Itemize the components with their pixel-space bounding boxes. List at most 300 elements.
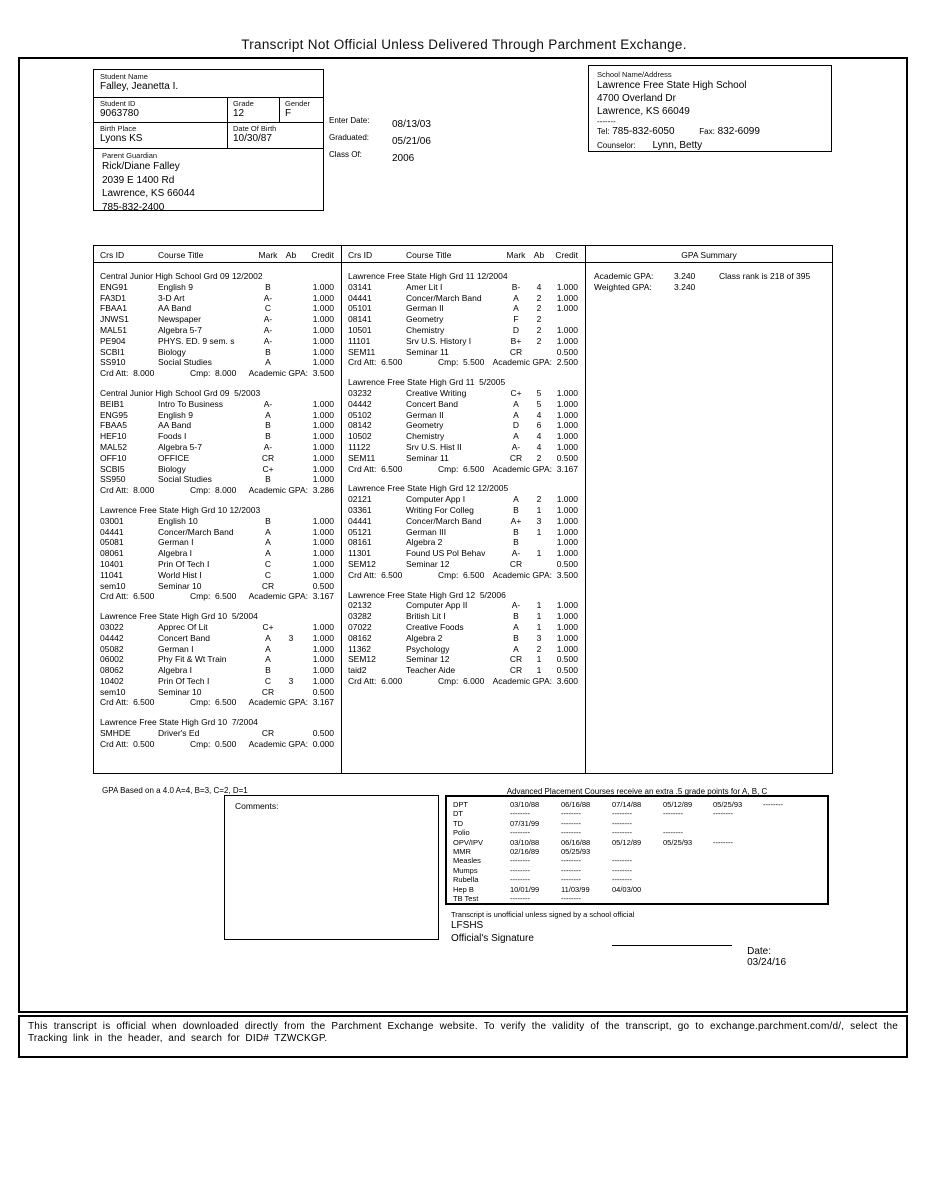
signature-line (612, 932, 732, 946)
credits-attempted: Crd Att: 8.000 (100, 485, 155, 496)
course-id: 10502 (348, 431, 372, 442)
course-credit: 1.000 (556, 441, 578, 452)
course-row (100, 314, 334, 325)
course-title: Seminar 10 (158, 686, 202, 697)
immunization-date (763, 875, 827, 884)
gender-cell (280, 98, 323, 122)
school-name: Lawrence Free State High School (597, 80, 747, 91)
course-absences (282, 325, 300, 336)
immunization-date: -------- (510, 809, 530, 819)
enrollment-label: Class Of: (329, 150, 362, 159)
credits-attempted: Crd Att: 0.500 (100, 738, 155, 749)
course-absences (282, 464, 300, 475)
course-title: Seminar 11 (406, 346, 449, 357)
course-mark: CR (509, 665, 523, 676)
course-row (348, 516, 578, 527)
course-title: Algebra 2 (406, 632, 443, 643)
course-id: 11301 (348, 548, 372, 559)
student-name-value: Falley, Jeanetta I. (100, 81, 179, 92)
course-id: 03001 (100, 515, 124, 526)
section-header: Lawrence Free State High Grd 10 7/2004 (100, 717, 258, 728)
immunization-date: 05/12/89 (612, 837, 642, 847)
course-id: 02121 (348, 494, 372, 505)
course-credit: 1.000 (312, 431, 334, 442)
section-header: Lawrence Free State High Grd 12 5/2006 (348, 589, 506, 600)
course-id: 05081 (100, 537, 124, 548)
immunization-date: -------- (612, 828, 632, 838)
dob-value: 10/30/87 (233, 133, 272, 144)
enrollment-row (329, 114, 459, 131)
course-title: PHYS. ED. 9 sem. s (158, 335, 235, 346)
course-credit: 1.000 (556, 504, 578, 515)
course-section (100, 611, 334, 708)
course-absences: 1 (536, 526, 542, 537)
course-absences (530, 559, 548, 570)
course-absences (282, 687, 300, 698)
course-row (100, 453, 334, 464)
course-mark: A (513, 431, 519, 442)
course-id: 10401 (100, 558, 124, 569)
course-absences (282, 622, 300, 633)
immunization-date (663, 847, 713, 856)
school-info-box (588, 65, 832, 152)
credits-attempted: Crd Att: 6.500 (100, 591, 155, 602)
date-label: Date: (747, 946, 772, 957)
course-credit: 1.000 (312, 537, 334, 548)
course-credit: 0.500 (556, 654, 578, 665)
course-row (348, 654, 578, 665)
course-mark: B (265, 420, 271, 431)
header-course-title: Course Title (158, 250, 204, 260)
course-row (100, 431, 334, 442)
course-title: Amer Lit I (406, 281, 443, 292)
course-id: FA3D1 (100, 292, 126, 303)
immunization-date: -------- (713, 809, 733, 819)
course-mark: A- (263, 314, 273, 325)
official-footer-text: This transcript is official when downloaded directly from the Parchment Exchange website. To verify the validity of the transcript, go to exchange.parchment.com/d/, select the Tracking link in the header, and search for DID# TZWCKGP. (28, 1021, 898, 1044)
student-id-row (94, 98, 323, 123)
course-id: SCBI5 (100, 463, 125, 474)
course-title: Driver's Ed (158, 728, 200, 739)
course-title: Concer/March Band (406, 515, 482, 526)
section-totals (348, 357, 578, 368)
school-dashes: ------- (597, 117, 616, 126)
course-credit: 1.000 (556, 515, 578, 526)
course-credit: 1.000 (312, 303, 334, 314)
course-row (100, 516, 334, 527)
course-mark: A (265, 357, 271, 368)
course-credit: 1.000 (556, 643, 578, 654)
course-absences (282, 282, 300, 293)
credits-attempted: Crd Att: 6.500 (100, 697, 155, 708)
course-row (100, 687, 334, 698)
course-credit: 0.500 (312, 580, 334, 591)
course-id: SEM12 (348, 558, 376, 569)
course-absences (282, 559, 300, 570)
immunization-date: -------- (510, 894, 530, 904)
course-title: Algebra I (158, 548, 193, 559)
unofficial-note: Transcript is unofficial unless signed by a school official (451, 910, 635, 919)
school-address-label: School Name/Address (597, 70, 672, 79)
course-absences: 1 (536, 654, 542, 665)
course-credit: 1.000 (556, 420, 578, 431)
grade-label: Grade (233, 99, 254, 108)
course-absences (282, 654, 300, 665)
course-row (100, 347, 334, 358)
immunization-date: 06/16/88 (561, 800, 591, 809)
academic-gpa-label: Academic GPA: (594, 271, 654, 281)
course-row (100, 357, 334, 368)
course-title: AA Band (158, 420, 192, 431)
course-title: English 9 (158, 409, 193, 420)
course-title: Algebra 2 (406, 537, 443, 548)
course-mark: B+ (510, 335, 522, 346)
header-ab: Ab (533, 250, 545, 260)
course-title: German I (158, 537, 194, 548)
course-row (100, 622, 334, 633)
course-absences (282, 303, 300, 314)
course-mark: B (513, 537, 519, 548)
immunization-date: -------- (510, 828, 530, 838)
transcript-column-left (94, 246, 342, 773)
credits-completed: Cmp: 6.000 (438, 675, 485, 686)
course-title: AA Band (158, 303, 192, 314)
section-totals (100, 739, 334, 750)
section-academic-gpa: Academic GPA: 3.167 (492, 463, 578, 474)
course-title: Computer App I (406, 494, 466, 505)
course-mark: B- (511, 281, 521, 292)
course-section (100, 717, 334, 749)
gender-label: Gender (285, 99, 311, 108)
fax-value: 832-6099 (717, 126, 760, 137)
immunization-name: Measles (453, 856, 481, 866)
course-title: Biology (158, 346, 186, 357)
course-title: Seminar 12 (406, 654, 450, 665)
course-title: Teacher Aide (406, 665, 456, 676)
course-absences (282, 527, 300, 538)
course-id: SCBI1 (100, 346, 125, 357)
course-credit: 1.000 (556, 335, 578, 346)
section-academic-gpa: Academic GPA: 3.167 (248, 697, 334, 708)
course-credit: 1.000 (556, 324, 578, 335)
course-row (348, 303, 578, 314)
course-title: German II (406, 303, 444, 314)
guardian-lines (102, 160, 323, 214)
tel-label: Tel: (597, 127, 610, 136)
course-id: 05102 (348, 409, 372, 420)
course-section (348, 590, 578, 687)
immunization-name: MMR (453, 847, 471, 857)
course-id: 05101 (348, 303, 372, 314)
course-mark: A (265, 548, 271, 559)
immunization-date (713, 819, 763, 828)
course-mark: B (265, 281, 271, 292)
credits-completed: Cmp: 6.500 (438, 463, 485, 474)
course-row (348, 494, 578, 505)
immunization-date (763, 894, 827, 903)
course-credit: 1.000 (556, 387, 578, 398)
course-mark: A- (511, 548, 521, 559)
course-id: sem10 (100, 686, 126, 697)
course-mark: A+ (510, 515, 522, 526)
course-title: Seminar 10 (158, 580, 202, 591)
course-title: English 10 (158, 515, 198, 526)
course-title: Creative Foods (406, 621, 464, 632)
immunization-date (713, 866, 763, 875)
credits-attempted: Crd Att: 6.500 (348, 357, 403, 368)
section-header: Lawrence Free State High Grd 10 5/2004 (100, 611, 258, 622)
immunization-date (713, 894, 763, 903)
course-title: Social Studies (158, 357, 212, 368)
enrollment-dates (329, 114, 459, 165)
course-credit: 1.000 (312, 675, 334, 686)
course-row (348, 314, 578, 325)
immunization-date (663, 894, 713, 903)
immunization-date: 11/03/99 (561, 884, 590, 894)
course-row (348, 399, 578, 410)
course-mark: A (265, 537, 271, 548)
course-credit: 1.000 (556, 526, 578, 537)
course-title: Apprec Of Lit (158, 621, 208, 632)
section-academic-gpa: Academic GPA: 3.500 (492, 569, 578, 580)
course-id: SEM11 (348, 452, 376, 463)
course-row (100, 676, 334, 687)
birth-place-label: Birth Place (100, 124, 137, 133)
column-header-row (94, 246, 341, 263)
student-info-box (93, 69, 324, 211)
grade-cell (228, 98, 280, 122)
credits-attempted: Crd Att: 6.500 (348, 463, 403, 474)
course-title: Prin Of Tech I (158, 675, 210, 686)
section-totals (348, 464, 578, 475)
course-credit: 1.000 (312, 526, 334, 537)
course-title: Srv U.S. History I (406, 335, 472, 346)
course-mark: A- (263, 398, 273, 409)
course-mark: A- (511, 600, 521, 611)
course-mark: A (513, 398, 519, 409)
course-credit: 0.500 (312, 686, 334, 697)
immunization-row (453, 828, 827, 837)
course-absences: 6 (536, 420, 542, 431)
immunization-date (763, 819, 827, 828)
course-title: Chemistry (406, 431, 445, 442)
section-totals (100, 368, 334, 379)
course-title: Geometry (406, 314, 444, 325)
course-row (100, 303, 334, 314)
course-credit: 1.000 (312, 452, 334, 463)
guardian-line: 785-832-2400 (102, 201, 165, 213)
course-credit: 0.500 (556, 452, 578, 463)
section-academic-gpa: Academic GPA: 3.600 (492, 675, 578, 686)
course-credit: 1.000 (312, 665, 334, 676)
course-id: 03022 (100, 621, 124, 632)
immunization-date: 03/10/88 (510, 800, 540, 809)
course-credit: 1.000 (556, 600, 578, 611)
course-row (348, 611, 578, 622)
course-row (348, 505, 578, 516)
course-id: ENG91 (100, 281, 128, 292)
course-title: 3-D Art (158, 292, 185, 303)
course-id: 04442 (348, 398, 372, 409)
immunization-date (763, 885, 827, 894)
course-section (348, 483, 578, 580)
course-credit: 1.000 (312, 357, 334, 368)
header-ab: Ab (285, 250, 297, 260)
immunization-table (445, 795, 829, 905)
course-row (100, 570, 334, 581)
course-section (348, 271, 578, 368)
course-id: SMHDE (100, 728, 131, 739)
course-absences: 2 (536, 643, 542, 654)
course-mark: CR (261, 728, 275, 739)
immunization-date: 05/25/93 (561, 847, 591, 857)
credits-attempted: Crd Att: 6.500 (348, 569, 403, 580)
course-credit: 1.000 (556, 398, 578, 409)
course-absences: 3 (536, 632, 542, 643)
immunization-date: -------- (510, 865, 530, 875)
student-id-value: 9063780 (100, 108, 139, 119)
fax-label: Fax: (699, 127, 715, 136)
course-absences: 2 (536, 324, 542, 335)
course-mark: C (264, 558, 272, 569)
immunization-date: -------- (612, 865, 632, 875)
course-credit: 1.000 (556, 537, 578, 548)
course-credit: 1.000 (312, 515, 334, 526)
course-id: 08061 (100, 548, 124, 559)
course-absences (282, 537, 300, 548)
course-absences: 4 (536, 281, 542, 292)
course-row (100, 527, 334, 538)
course-row (100, 654, 334, 665)
course-credit: 1.000 (312, 346, 334, 357)
course-title: Creative Writing (406, 387, 467, 398)
course-credit (548, 314, 578, 325)
course-id: 11101 (348, 335, 371, 346)
course-credit: 1.000 (312, 654, 334, 665)
gpa-summary-header: GPA Summary (586, 246, 832, 263)
header-crs-id: Crs ID (348, 250, 373, 260)
enrollment-value: 2006 (392, 153, 415, 164)
course-id: PE904 (100, 335, 126, 346)
course-id: MAL52 (100, 441, 127, 452)
section-academic-gpa: Academic GPA: 0.000 (248, 738, 334, 749)
immunization-date: -------- (713, 837, 733, 847)
course-id: 06002 (100, 654, 124, 665)
section-academic-gpa: Academic GPA: 3.286 (248, 485, 334, 496)
course-row (348, 388, 578, 399)
course-id: SEM11 (348, 346, 376, 357)
course-id: BEIB1 (100, 398, 125, 409)
course-mark: A (265, 409, 271, 420)
course-id: 10501 (348, 324, 372, 335)
course-mark: F (513, 314, 519, 325)
gpa-summary-body (586, 263, 832, 293)
course-absences (530, 537, 548, 548)
immunization-name: Rubella (453, 875, 479, 885)
immunization-date (713, 875, 763, 884)
course-id: 08141 (348, 314, 372, 325)
section-header: Central Junior High School Grd 09 5/2003 (100, 387, 261, 398)
course-row (348, 537, 578, 548)
course-absences: 2 (536, 314, 542, 325)
weighted-gpa-value: 3.240 (674, 282, 696, 292)
course-mark: A- (263, 441, 273, 452)
course-credit: 1.000 (312, 558, 334, 569)
section-totals (100, 591, 334, 602)
course-id: OFF10 (100, 452, 127, 463)
immunization-date (612, 894, 663, 903)
immunization-date: -------- (561, 809, 581, 819)
immunization-date: -------- (612, 856, 632, 866)
section-academic-gpa: Academic GPA: 2.500 (492, 357, 578, 368)
credits-completed: Cmp: 6.500 (438, 569, 485, 580)
course-row (100, 399, 334, 410)
course-row (348, 600, 578, 611)
course-absences: 2 (536, 452, 542, 463)
section-header: Lawrence Free State High Grd 11 12/2004 (348, 271, 508, 281)
immunization-date (663, 819, 713, 828)
student-name-cell (94, 70, 323, 98)
course-absences: 3 (288, 675, 294, 686)
middle-column-body (342, 263, 585, 687)
section-totals (100, 485, 334, 496)
course-credit: 1.000 (312, 335, 334, 346)
section-totals (348, 676, 578, 687)
course-mark: A (513, 409, 519, 420)
enrollment-label: Graduated: (329, 133, 370, 142)
immunization-date: 10/01/99 (510, 884, 540, 894)
course-absences: 1 (536, 548, 542, 559)
course-row (100, 548, 334, 559)
course-section (100, 505, 334, 602)
immunization-date (763, 866, 827, 875)
immunization-date: 07/31/99 (510, 818, 540, 828)
immunization-date: -------- (561, 828, 581, 838)
course-mark: B (265, 346, 271, 357)
school-telfax-row (597, 125, 831, 139)
course-mark: B (265, 665, 271, 676)
header-mark: Mark (506, 250, 526, 260)
course-row (348, 282, 578, 293)
course-row (100, 442, 334, 453)
course-absences (282, 442, 300, 453)
course-mark: CR (509, 346, 523, 357)
immunization-row (453, 894, 827, 903)
class-rank: Class rank is 218 of 395 (719, 271, 811, 281)
immunization-date (763, 828, 827, 837)
course-credit: 1.000 (312, 292, 334, 303)
course-row (348, 622, 578, 633)
course-absences: 4 (536, 431, 542, 442)
credits-completed: Cmp: 6.500 (190, 591, 237, 602)
course-id: 11041 (100, 569, 124, 580)
course-title: Concer/March Band (158, 526, 234, 537)
course-mark: CR (261, 580, 275, 591)
course-absences: 1 (536, 665, 542, 676)
immunization-row (453, 838, 827, 847)
guardian-line: 2039 E 1400 Rd (102, 174, 175, 186)
course-credit: 1.000 (312, 569, 334, 580)
course-id: 03141 (348, 281, 372, 292)
immunization-date (663, 856, 713, 865)
course-title: Found US Pol Behav (406, 548, 486, 559)
course-absences (282, 453, 300, 464)
section-header: Lawrence Free State High Grd 11 5/2005 (348, 377, 506, 388)
course-id: taid2 (348, 665, 367, 676)
course-credit: 1.000 (312, 632, 334, 643)
course-mark: B (513, 504, 519, 515)
course-row (100, 293, 334, 304)
